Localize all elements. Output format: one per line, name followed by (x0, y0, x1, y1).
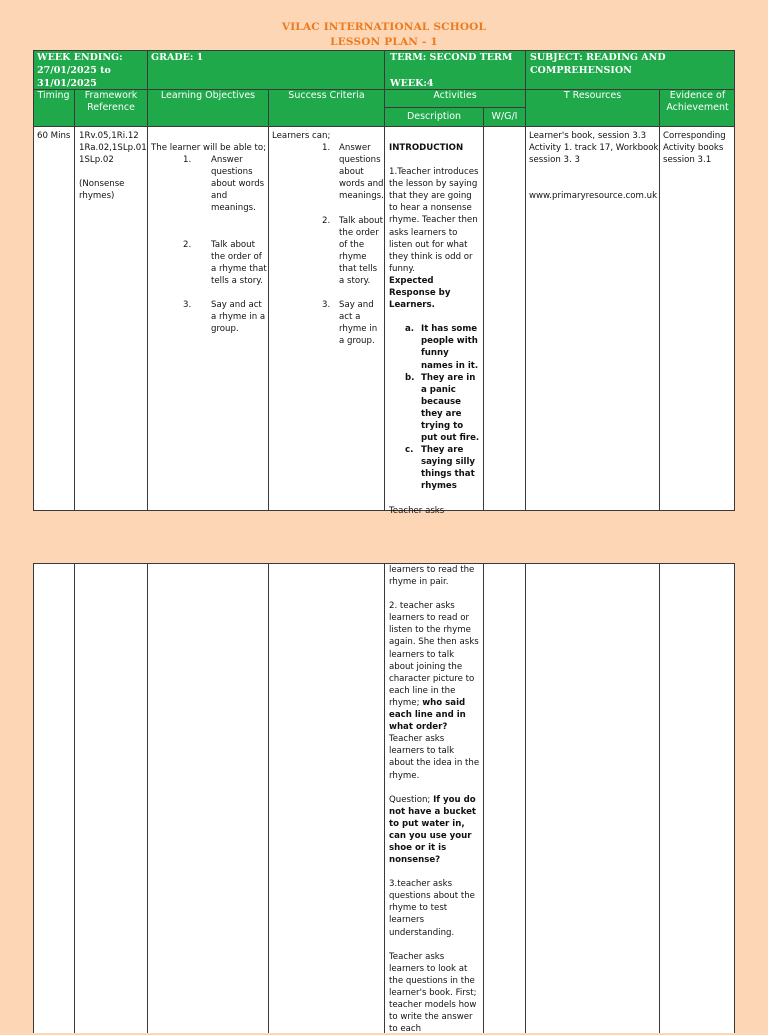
criteria-item (322, 142, 384, 202)
criteria-intro: Learners can; (272, 131, 331, 141)
objective-number: 3. (183, 299, 192, 310)
description-paragraph: 3.teacher asks questions about the rhyme to test learners understanding. (389, 879, 475, 938)
objective-text: Say and act a rhyme in a group. (211, 299, 266, 335)
criteria-number: 1. (322, 143, 331, 154)
question-text: If you do not have a bucket to put water in, can you use your shoe or it is nonsense? (389, 794, 477, 866)
resources-link[interactable]: www.primaryresource.com.uk (529, 191, 658, 202)
objective-number: 1. (183, 155, 192, 166)
description-text: 2. teacher asks learners to read or listen to the rhyme again. She then asks learners to talk about joining the character picture to each line in the rhyme; (389, 601, 479, 708)
criteria-number: 2. (322, 215, 331, 226)
response-letter: b. (405, 372, 415, 383)
response-text: They are saying silly things that rhymes (421, 445, 476, 492)
lesson-plan-table-page-1 (33, 50, 735, 516)
description-paragraph (389, 600, 481, 781)
resources-books: Learner's book, session 3.3 Activity 1. track 17, Workbook session 3. 3 (529, 131, 659, 166)
objective-number: 2. (183, 239, 192, 250)
objectives-intro: The learner will be able to; (151, 143, 267, 153)
description-paragraph (389, 794, 481, 867)
objective-text: Answer questions about words and meanings. (211, 155, 265, 214)
description-question: who said each line and in what order? (389, 697, 466, 733)
expected-response-item (405, 323, 481, 371)
week-number: WEEK:4 (390, 78, 434, 89)
description-paragraph: learners to read the rhyme in pair. (389, 565, 475, 588)
objective-item (183, 154, 267, 214)
response-text: They are in a panic because they are trying to put out fire. (421, 372, 480, 444)
timing-value: 60 Mins (37, 131, 71, 141)
col-description: Description (406, 111, 462, 122)
grade: GRADE: 1 (151, 52, 204, 63)
col-timing: Timing (37, 90, 70, 101)
criteria-item (322, 215, 384, 288)
lesson-plan-title: LESSON PLAN - 1 (330, 36, 438, 48)
col-wgi: W/G/I (491, 111, 518, 122)
expected-response-heading: Expected Response by Learners. (389, 275, 451, 311)
expected-response-item (405, 372, 481, 445)
term: TERM: SECOND TERM (390, 52, 513, 63)
success-criteria (272, 130, 384, 348)
evidence-of-achievement: Corresponding Activity books session 3.1 (663, 131, 726, 166)
objective-item (183, 239, 267, 287)
col-objectives: Learning Objectives (160, 90, 256, 101)
subject: SUBJECT: READING AND COMPREHENSION (530, 52, 666, 76)
objective-item (183, 299, 267, 335)
col-evidence: Evidence of Achievement (666, 90, 729, 113)
school-name: VILAC INTERNATIONAL SCHOOL (281, 21, 487, 33)
framework-note: (Nonsense rhymes) (79, 179, 125, 202)
introduction-heading: INTRODUCTION (389, 143, 464, 153)
criteria-item (322, 299, 384, 347)
description-paragraph: Teacher asks learners to look at the questions in the learner's book. First; teacher models how to write the answer to each (389, 951, 477, 1035)
objective-text: Talk about the order of a rhyme that tells a story. (211, 239, 267, 286)
lesson-plan-table-page-2 (33, 563, 735, 1033)
description-paragraph: 1.Teacher introduces the lesson by saying that they are going to hear a nonsense rhyme. Teacher then asks learners to listen out for what they think is odd or funny. (389, 167, 479, 274)
criteria-text: Say and act a rhyme in a group. (339, 300, 378, 347)
response-text: It has some people with funny names in it. (421, 324, 479, 371)
col-criteria: Success Criteria (288, 90, 365, 101)
description-text: Teacher asks learners to talk about the idea in the rhyme. (389, 734, 480, 781)
expected-response-item (405, 444, 481, 492)
criteria-text: Talk about the order of the rhyme that tells a story. (339, 215, 383, 287)
response-letter: a. (405, 324, 415, 335)
activity-description (389, 142, 481, 517)
description-continued: Teacher asks (389, 505, 445, 516)
framework-reference (79, 130, 147, 202)
criteria-text: Answer questions about words and meanings. (339, 143, 384, 202)
teaching-resources (529, 130, 659, 202)
criteria-number: 3. (322, 300, 331, 311)
response-letter: c. (405, 445, 414, 456)
question-label: Question; (389, 794, 434, 805)
week-ending: WEEK ENDING: 27/01/2025 to 31/01/2025 (37, 52, 123, 89)
learning-objectives (151, 142, 267, 335)
framework-codes: 1Rv.05,1Ri.12 1Ra.02,1SLp.01 1SLp.02 (79, 131, 147, 166)
activity-description-continued (389, 564, 481, 1035)
col-activities: Activities (433, 90, 477, 101)
col-framework: Framework Reference (84, 90, 138, 113)
col-resources: T Resources (563, 90, 622, 101)
